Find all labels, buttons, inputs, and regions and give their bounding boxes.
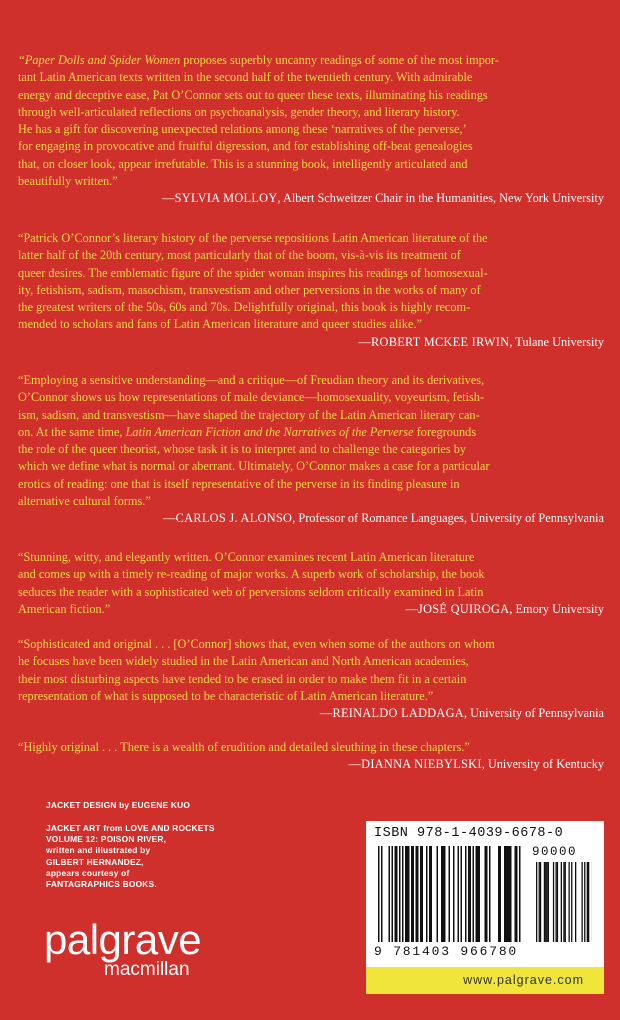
barcode-bar bbox=[429, 846, 431, 942]
blurb-line: “Employing a sensitive understanding—and a critique—of Freudian theory and its derivatives, bbox=[18, 373, 485, 387]
jacket-design-credit bbox=[46, 800, 190, 811]
reviewer-affiliation: , Albert Schweitzer Chair in the Humanities, New York University bbox=[277, 191, 604, 206]
barcode-bar bbox=[381, 846, 383, 942]
barcode-bar bbox=[477, 846, 479, 942]
barcode-bar bbox=[458, 846, 460, 942]
barcode-bar bbox=[470, 846, 472, 942]
barcode-bar bbox=[584, 862, 585, 942]
blurb-line: “Highly original . . . There is a wealth of erudition and detailed sleuthing in these chapters.” bbox=[18, 740, 470, 754]
reviewer-name: —JOSÉ QUIROGA bbox=[405, 601, 510, 616]
blurb-niebylski bbox=[18, 739, 604, 774]
blurb-text bbox=[18, 739, 604, 756]
blurb-attribution bbox=[18, 510, 604, 527]
isbn-text: ISBN 978-1-4039-6678-0 bbox=[374, 826, 564, 841]
barcode-bar bbox=[413, 846, 415, 942]
blurb-line: the greatest writers of the 50s, 60s and 70s. Delightfully original, this book is highly recom- bbox=[18, 300, 471, 315]
barcode-bar bbox=[548, 862, 549, 942]
reviewer-affiliation: , University of Pennsylvania bbox=[463, 706, 604, 721]
barcode-bar bbox=[506, 846, 508, 942]
barcode-bar bbox=[553, 862, 554, 942]
barcode-bar bbox=[571, 862, 572, 942]
ean-barcode bbox=[378, 846, 533, 942]
barcode-bar bbox=[444, 846, 446, 942]
blurb-text bbox=[18, 230, 604, 334]
barcode-bar bbox=[504, 846, 506, 942]
reviewer-affiliation: , University of Kentucky bbox=[481, 757, 604, 772]
barcode-bar bbox=[575, 862, 576, 942]
blurb-text bbox=[18, 372, 604, 510]
barcode-bar bbox=[476, 846, 478, 942]
blurb-irwin bbox=[18, 230, 604, 351]
book-title-italic: Latin American Fiction and the Narratives of the Perverse bbox=[125, 424, 414, 439]
reviewer-name: —DIANNA NIEBYLSKI bbox=[348, 757, 482, 772]
blurb-line: for engaging in provocative and fruitful digression, and for establishing off-beat genealogies bbox=[18, 139, 473, 154]
barcode-bar bbox=[569, 862, 570, 942]
barcode-bar bbox=[489, 846, 491, 942]
barcode-bar bbox=[540, 862, 541, 942]
credit-line: VOLUME 12: POISON RIVER, bbox=[46, 834, 167, 845]
barcode-bar bbox=[507, 846, 509, 942]
blurb-attribution bbox=[18, 334, 604, 351]
reviewer-name: —CARLOS J. ALONSO bbox=[163, 511, 293, 526]
credit-line: appears courtesy of bbox=[46, 867, 130, 878]
barcode-bar bbox=[416, 846, 418, 942]
barcode-bar bbox=[411, 846, 413, 942]
blurb-line: “Patrick O’Connor’s literary history of the perverse repositions Latin American literature of the bbox=[18, 231, 488, 245]
barcode-bar bbox=[563, 862, 564, 942]
blurb-attribution bbox=[18, 705, 604, 722]
jacket-art-credit bbox=[46, 823, 215, 890]
barcode-bar bbox=[407, 846, 409, 942]
blurb-line: that, on closer look, appear irrefutable. This is a stunning book, intelligently articulated and bbox=[18, 156, 468, 171]
barcode-bar bbox=[443, 846, 445, 942]
barcode-bar bbox=[473, 846, 475, 942]
barcode-bar bbox=[498, 846, 500, 942]
barcode-bar bbox=[453, 846, 455, 942]
addon-barcode bbox=[536, 862, 592, 942]
credit-line: written and illustrated by bbox=[46, 845, 151, 856]
blurb-text bbox=[18, 636, 604, 705]
barcode-bar bbox=[408, 846, 410, 942]
blurb-line: “Sophisticated and original . . . [O’Connor] shows that, even when some of the authors on whom bbox=[18, 637, 495, 651]
barcode-bar bbox=[420, 846, 422, 942]
barcode-bar bbox=[395, 846, 397, 942]
blurb-line: representation of what is supposed to be characteristic of Latin American literature.” bbox=[18, 688, 434, 703]
barcode-bar bbox=[389, 846, 391, 942]
barcode-bar bbox=[510, 846, 512, 942]
barcode-bar bbox=[461, 846, 463, 942]
barcode-digits: 9 781403 966780 bbox=[374, 944, 519, 959]
barcode-panel bbox=[366, 821, 604, 967]
barcode-bar bbox=[396, 846, 398, 942]
blurb-line: and comes up with a timely re-reading of major works. A superb work of scholarship, the book bbox=[18, 567, 485, 582]
url-strip bbox=[366, 967, 604, 994]
blurb-molloy bbox=[18, 52, 604, 208]
blurb-line: on. At the same time, Latin American Fiction and the Narratives of the Perverse foregrounds bbox=[18, 424, 477, 439]
barcode-bar bbox=[561, 862, 562, 942]
reviewer-affiliation: , Emory University bbox=[509, 601, 604, 616]
credit-line: GILBERT HERNANDEZ, bbox=[46, 856, 144, 867]
barcode-bar bbox=[539, 862, 540, 942]
barcode-bar bbox=[422, 846, 424, 942]
barcode-bar bbox=[556, 862, 557, 942]
barcode-bar bbox=[485, 846, 487, 942]
blurb-line: alternative cultural forms.” bbox=[18, 494, 151, 509]
barcode-bar bbox=[509, 846, 511, 942]
blurb-text bbox=[18, 52, 604, 190]
reviewer-affiliation: , Tulane University bbox=[509, 334, 604, 349]
barcode-bar bbox=[486, 846, 488, 942]
publisher-imprint: macmillan bbox=[104, 959, 190, 980]
barcode-bar bbox=[500, 846, 502, 942]
blurb-line: O’Connor shows us how representations of male deviance—homosexuality, voyeurism, fetish- bbox=[18, 390, 485, 405]
reviewer-affiliation: , Professor of Romance Languages, University of Pennsylvania bbox=[292, 511, 604, 526]
blurb-alonso bbox=[18, 372, 604, 528]
publisher-url: www.palgrave.com bbox=[463, 973, 584, 987]
barcode-bar bbox=[519, 846, 521, 942]
blurb-line: seduces the reader with a sophisticated web of perversions seldom critically examined in Latin bbox=[18, 584, 484, 599]
barcode-bar bbox=[392, 846, 394, 942]
blurb-quiroga bbox=[18, 549, 604, 618]
book-title-italic: “Paper Dolls and Spider Women bbox=[18, 53, 181, 67]
blurb-line: through well-articulated reflections on psychoanalysis, gender theory, and literary history. bbox=[18, 104, 460, 119]
barcode-bar bbox=[545, 862, 546, 942]
barcode-bar bbox=[402, 846, 404, 942]
blurb-attribution bbox=[18, 190, 604, 207]
credit-line: JACKET ART from LOVE AND ROCKETS bbox=[46, 823, 215, 833]
barcode-bar bbox=[426, 846, 428, 942]
blurb-text bbox=[18, 549, 604, 618]
barcode-bar bbox=[449, 846, 451, 942]
blurb-line: erotics of reading: one that is itself representative of the perverse in its finding pleasure in bbox=[18, 476, 460, 491]
barcode-bar bbox=[441, 846, 443, 942]
blurb-line: their most disturbing aspects have tended to be erased in order to make them fit in a certain bbox=[18, 671, 467, 686]
blurb-laddaga bbox=[18, 636, 604, 722]
barcode-bar bbox=[546, 862, 547, 942]
barcode-bar bbox=[468, 846, 470, 942]
blurb-line: ity, fetishism, sadism, masochism, transvestism and other perversions in the works of many of bbox=[18, 282, 481, 297]
barcode-bar bbox=[582, 862, 583, 942]
blurb-line-end: American fiction.” bbox=[18, 601, 111, 616]
barcode-bar bbox=[536, 862, 537, 942]
barcode-bar bbox=[405, 846, 407, 942]
blurb-line: the role of the queer theorist, whose task it is to interpret and to challenge the categories by bbox=[18, 442, 467, 457]
credit-line: JACKET DESIGN by EUGENE KUO bbox=[46, 800, 191, 810]
barcode-bar bbox=[479, 846, 481, 942]
barcode-bar bbox=[431, 846, 433, 942]
blurb-line: He has a gift for discovering unexpected relations among these ‘narratives of the perverse,’ bbox=[18, 122, 467, 137]
blurb-line: tant Latin American texts written in the second half of the twentieth century. With admirable bbox=[18, 70, 473, 85]
barcode-bar bbox=[378, 846, 380, 942]
barcode-bar bbox=[515, 846, 517, 942]
reviewer-name: —SYLVIA MOLLOY bbox=[162, 191, 278, 206]
barcode-bar bbox=[587, 862, 588, 942]
blurb-line: ism, sadism, and transvestism—have shaped the trajectory of the Latin American literary can- bbox=[18, 407, 480, 422]
barcode-bar bbox=[465, 846, 467, 942]
reviewer-name: —REINALDO LADDAGA bbox=[319, 706, 464, 721]
barcode-bar bbox=[399, 846, 401, 942]
blurb-line: “Paper Dolls and Spider Women proposes superbly uncanny readings of some of the most impor- bbox=[18, 53, 499, 67]
barcode-bar bbox=[565, 862, 566, 942]
blurb-attribution bbox=[405, 601, 604, 618]
blurb-line: “Stunning, witty, and elegantly written. O’Connor examines recent Latin American literature bbox=[18, 550, 475, 564]
barcode-bar bbox=[516, 846, 518, 942]
publisher-logo bbox=[44, 916, 202, 980]
barcode-bar bbox=[417, 846, 419, 942]
blurb-line: which we define what is normal or aberrant. Ultimately, O’Connor makes a case for a particular bbox=[18, 459, 490, 474]
price-addon-text: 90000 bbox=[532, 845, 578, 859]
blurb-line bbox=[18, 601, 604, 618]
credit-line: FANTAGRAPHICS BOOKS. bbox=[46, 879, 157, 890]
blurb-line: energy and deceptive ease, Pat O’Connor sets out to queer these texts, illuminating his readings bbox=[18, 87, 488, 102]
blurb-line: latter half of the 20th century, most particularly that of the boom, vis-à-vis its treatment of bbox=[18, 248, 461, 263]
barcode-bar bbox=[544, 862, 545, 942]
blurb-line: he focuses have been widely studied in the Latin American and North American academies, bbox=[18, 654, 469, 669]
barcode-bar bbox=[437, 846, 439, 942]
blurb-line: mended to scholars and fans of Latin American literature and queer studies alike.” bbox=[18, 317, 422, 332]
publisher-name: palgrave bbox=[44, 916, 202, 963]
barcode-bar bbox=[557, 862, 558, 942]
barcode-bar bbox=[588, 862, 589, 942]
blurb-line: queer desires. The emblematic figure of the spider woman inspires his readings of homosexual- bbox=[18, 265, 488, 280]
blurb-attribution bbox=[18, 756, 604, 773]
blurb-line: beautifully written.” bbox=[18, 174, 118, 189]
reviewer-name: —ROBERT MCKEE IRWIN bbox=[358, 334, 510, 349]
